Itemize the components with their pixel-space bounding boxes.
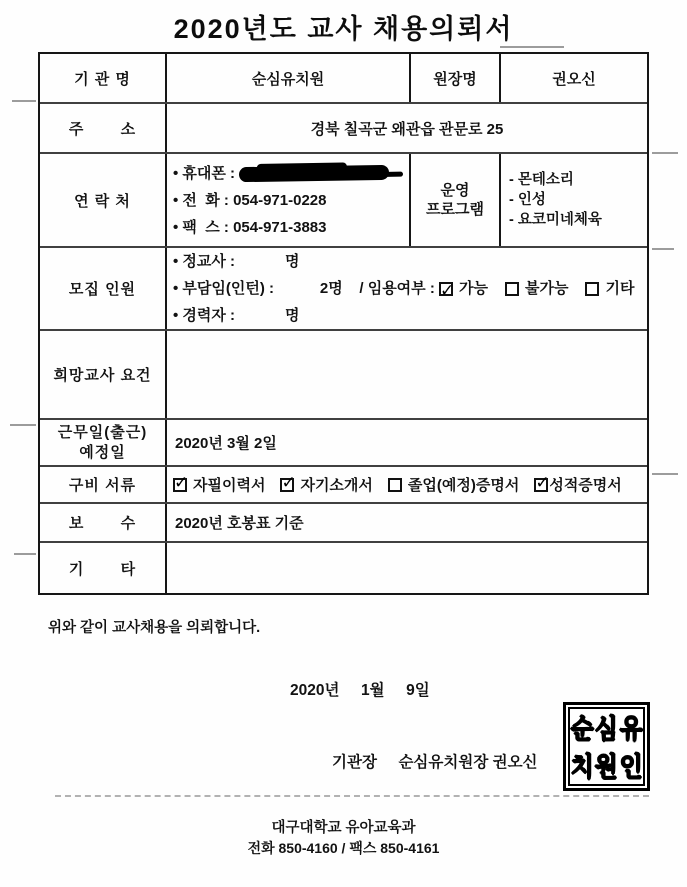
scan-artifact bbox=[10, 424, 36, 426]
redaction-mark bbox=[239, 164, 389, 181]
address-label: 주 소 bbox=[40, 104, 167, 152]
table-row-contact bbox=[40, 152, 647, 246]
seal-glyph: 심 bbox=[595, 715, 618, 746]
appoint-option-checkbox-other bbox=[585, 282, 599, 296]
document-checkbox-graduation bbox=[388, 478, 402, 492]
document-checkbox-cover-letter bbox=[280, 478, 294, 492]
director-name-value: 권오신 bbox=[499, 54, 647, 102]
start-date-label-line2: 예정일 bbox=[79, 443, 126, 461]
director-name-label: 원장명 bbox=[409, 54, 499, 102]
table-row-recruit-count bbox=[40, 246, 647, 329]
etc-value bbox=[167, 543, 647, 593]
table-row-etc bbox=[40, 541, 647, 593]
document-checkbox-transcript bbox=[534, 478, 548, 492]
regular-teacher-line: • 정교사 : 명 bbox=[173, 253, 300, 270]
address-value: 경북 칠곡군 왜관읍 관문로 25 bbox=[310, 120, 504, 138]
closing-statement: 위와 같이 교사채용을 의뢰합니다. bbox=[48, 620, 261, 636]
phone-line: • 전 화 : 054-971-0228 bbox=[173, 191, 327, 209]
scan-artifact bbox=[14, 553, 36, 555]
table-row-pay bbox=[40, 502, 647, 541]
scan-artifact bbox=[652, 473, 678, 475]
seal-glyph: 원 bbox=[595, 753, 618, 783]
start-date-value: 2020년 3월 2일 bbox=[175, 435, 277, 452]
recruit-count-value bbox=[167, 248, 651, 329]
document-date: 2020년 1월 9일 bbox=[290, 682, 430, 699]
seal-inner-border bbox=[568, 707, 645, 786]
fax-line: • 팩 스 : 054-971-3883 bbox=[173, 218, 327, 236]
scan-artifact bbox=[500, 46, 564, 48]
document-label: 자필이력서 bbox=[193, 477, 266, 494]
start-date-label bbox=[40, 420, 167, 465]
seal-glyph: 유 bbox=[619, 715, 643, 746]
appoint-option-label: 가능 bbox=[459, 280, 488, 297]
table-row-address bbox=[40, 102, 647, 152]
footer-phone-fax: 전화 850-4160 / 팩스 850-4161 bbox=[247, 840, 440, 856]
requirements-value bbox=[167, 331, 647, 418]
institution-name-value: 순심유치원 bbox=[251, 70, 325, 88]
program-item: - 인성 bbox=[509, 192, 546, 208]
table-row-documents bbox=[40, 465, 647, 502]
start-date-label-line1: 근무일(출근) bbox=[57, 423, 148, 441]
seal-glyph: 인 bbox=[619, 753, 643, 783]
pay-label: 보 수 bbox=[40, 504, 167, 541]
appoint-option-checkbox-possible bbox=[439, 282, 453, 296]
page-title: 2020년도 교사 채용의뢰서 bbox=[173, 14, 514, 44]
program-label-line2: 프로그램 bbox=[426, 201, 484, 218]
seal-glyph: 치 bbox=[570, 753, 594, 783]
contact-info bbox=[167, 154, 409, 246]
document-checkbox-resume bbox=[173, 478, 187, 492]
experienced-teacher-line: • 경력자 : 명 bbox=[173, 307, 300, 324]
document-label: 성적증명서 bbox=[549, 477, 622, 494]
appoint-option-label: 불가능 bbox=[524, 280, 569, 297]
footer-department: 대구대학교 유아교육과 bbox=[271, 820, 416, 836]
table-row-start-date bbox=[40, 418, 647, 465]
assistant-teacher-line bbox=[173, 275, 651, 302]
table-row-institution bbox=[40, 54, 647, 102]
scan-artifact bbox=[652, 248, 674, 250]
program-item: - 몬테소리 bbox=[509, 172, 574, 188]
program-label-line1: 운영 bbox=[440, 182, 470, 199]
mobile-label: • 휴대폰 : bbox=[173, 164, 236, 182]
etc-label: 기 타 bbox=[40, 543, 167, 593]
program-label bbox=[409, 154, 499, 246]
appoint-option-label: 기타 bbox=[605, 280, 635, 297]
official-seal-stamp bbox=[563, 702, 650, 791]
documents-label: 구비 서류 bbox=[40, 467, 167, 502]
pay-value: 2020년 호봉표 기준 bbox=[175, 515, 304, 532]
program-list bbox=[499, 154, 647, 246]
signer-line: 기관장 순심유치원장 권오신 bbox=[332, 754, 538, 771]
seal-glyph: 순 bbox=[570, 715, 594, 746]
scan-artifact bbox=[652, 152, 678, 154]
document-label: 자기소개서 bbox=[300, 477, 373, 494]
contact-label: 연 락 처 bbox=[40, 154, 167, 246]
scan-artifact bbox=[12, 100, 36, 102]
document-label: 졸업(예정)증명서 bbox=[407, 477, 520, 494]
documents-value bbox=[167, 467, 647, 502]
table-row-requirements bbox=[40, 329, 647, 418]
institution-name-label: 기 관 명 bbox=[40, 54, 167, 102]
mobile-line bbox=[173, 160, 389, 187]
recruit-count-label: 모집 인원 bbox=[40, 248, 167, 329]
appoint-option-checkbox-impossible bbox=[505, 282, 519, 296]
recruitment-form-table bbox=[38, 52, 649, 595]
program-item: - 요코미네체육 bbox=[509, 212, 602, 228]
requirements-label: 희망교사 요건 bbox=[40, 331, 167, 418]
assistant-line-text: • 부담임(인턴) : 2명 / 임용여부 : bbox=[173, 280, 439, 297]
scan-fold-line bbox=[55, 795, 649, 797]
